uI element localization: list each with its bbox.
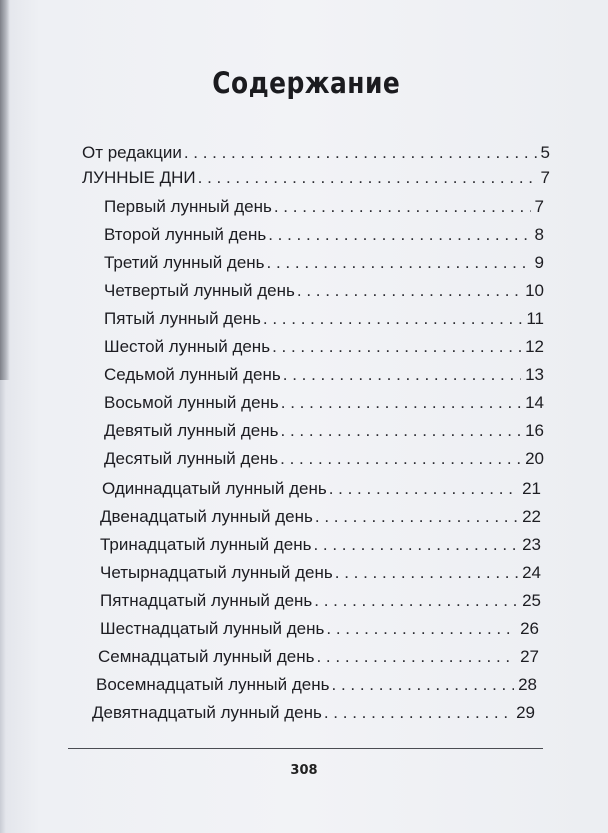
dot-leader [281, 393, 521, 413]
toc-entry [82, 168, 550, 192]
toc-entry [100, 563, 541, 587]
dot-leader [324, 703, 512, 723]
toc-entry [100, 619, 539, 643]
toc-entry-label: Шестнадцатый лунный день [100, 619, 325, 638]
toc-entry-page: 27 [520, 647, 539, 666]
dot-leader [280, 449, 521, 469]
dot-leader [267, 253, 531, 273]
toc-entry-label: Второй лунный день [104, 225, 267, 244]
toc-entry-label: Четвертый лунный день [104, 281, 295, 300]
toc-entry [96, 675, 537, 699]
toc-entry [104, 253, 544, 277]
toc-entry [104, 393, 544, 417]
toc-entry-label: Девятнадцатый лунный день [92, 703, 322, 722]
toc-entry-page: 13 [525, 365, 544, 384]
toc-entry-label: Четырнадцатый лунный день [100, 563, 333, 582]
toc-entry-label: Одиннадцатый лунный день [102, 479, 327, 498]
toc-entry [104, 365, 544, 389]
toc-entry [100, 535, 541, 559]
dot-leader [283, 365, 521, 385]
toc-entry [82, 143, 550, 167]
toc-entry-page: 8 [534, 225, 544, 244]
toc-entry [104, 225, 544, 249]
toc-entry-label: ЛУННЫЕ ДНИ [82, 168, 196, 187]
dot-leader [332, 675, 515, 695]
toc-entry [104, 197, 544, 221]
footer-rule [68, 748, 543, 749]
dot-leader [268, 225, 530, 245]
toc-entry-label: Тринадцатый лунный день [100, 535, 312, 554]
toc-entry-label: Семнадцатый лунный день [98, 647, 315, 666]
toc-entry-label: Седьмой лунный день [104, 365, 281, 384]
dot-leader [329, 479, 518, 499]
toc-entry-page: 7 [540, 168, 550, 187]
toc-entry [100, 507, 541, 531]
toc-entry-label: Третий лунный день [104, 253, 265, 272]
dot-leader [316, 647, 516, 667]
dot-leader [272, 337, 521, 357]
dot-leader [335, 563, 518, 583]
toc-entry-page: 29 [516, 703, 535, 722]
toc-entry-page: 11 [526, 309, 544, 328]
toc-entry-page: 9 [534, 253, 544, 272]
toc-entry-page: 7 [534, 197, 544, 216]
toc-entry-page: 28 [518, 675, 537, 694]
dot-leader [326, 619, 516, 639]
dot-leader [198, 168, 537, 188]
toc-entry-label: Пятнадцатый лунный день [100, 591, 313, 610]
toc-entry-page: 23 [522, 535, 541, 554]
toc-entry [98, 647, 539, 671]
toc-entry-label: От редакции [82, 143, 182, 162]
toc-entry-label: Двенадцатый лунный день [100, 507, 313, 526]
toc-entry-page: 10 [525, 281, 544, 300]
toc-entry [92, 703, 535, 727]
dot-leader [263, 309, 522, 329]
toc-entry [102, 479, 541, 503]
toc-entry-page: 26 [520, 619, 539, 638]
toc-entry-page: 25 [522, 591, 541, 610]
dot-leader [314, 591, 518, 611]
toc-entry-page: 21 [522, 479, 541, 498]
dot-leader [315, 507, 518, 527]
toc-entry-page: 12 [525, 337, 544, 356]
toc-entry-label: Девятый лунный день [104, 421, 279, 440]
toc-entry [104, 309, 544, 333]
toc-entry-page: 16 [525, 421, 544, 440]
toc-entry [104, 337, 544, 361]
page-title: Содержание [212, 66, 401, 100]
toc-entry-label: Пятый лунный день [104, 309, 261, 328]
toc-entry [104, 281, 544, 305]
toc-entry-page: 20 [525, 449, 544, 468]
page-number: 308 [290, 763, 318, 778]
toc-entry-label: Шестой лунный день [104, 337, 271, 356]
toc-entry-page: 24 [522, 563, 541, 582]
toc-entry [104, 449, 544, 473]
toc-entry-label: Первый лунный день [104, 197, 272, 216]
toc-entry [104, 421, 544, 445]
toc-entry-label: Восьмой лунный день [104, 393, 279, 412]
dot-leader [281, 421, 522, 441]
dot-leader [313, 535, 518, 555]
toc-entry-page: 5 [540, 143, 550, 162]
toc-entry-page: 14 [525, 393, 544, 412]
dot-leader [274, 197, 531, 217]
dot-leader [297, 281, 521, 301]
toc-entry [100, 591, 541, 615]
toc-entry-page: 22 [522, 507, 541, 526]
dot-leader [184, 143, 537, 163]
toc-entry-label: Десятый лунный день [104, 449, 279, 468]
toc-entry-label: Восемнадцатый лунный день [96, 675, 330, 694]
